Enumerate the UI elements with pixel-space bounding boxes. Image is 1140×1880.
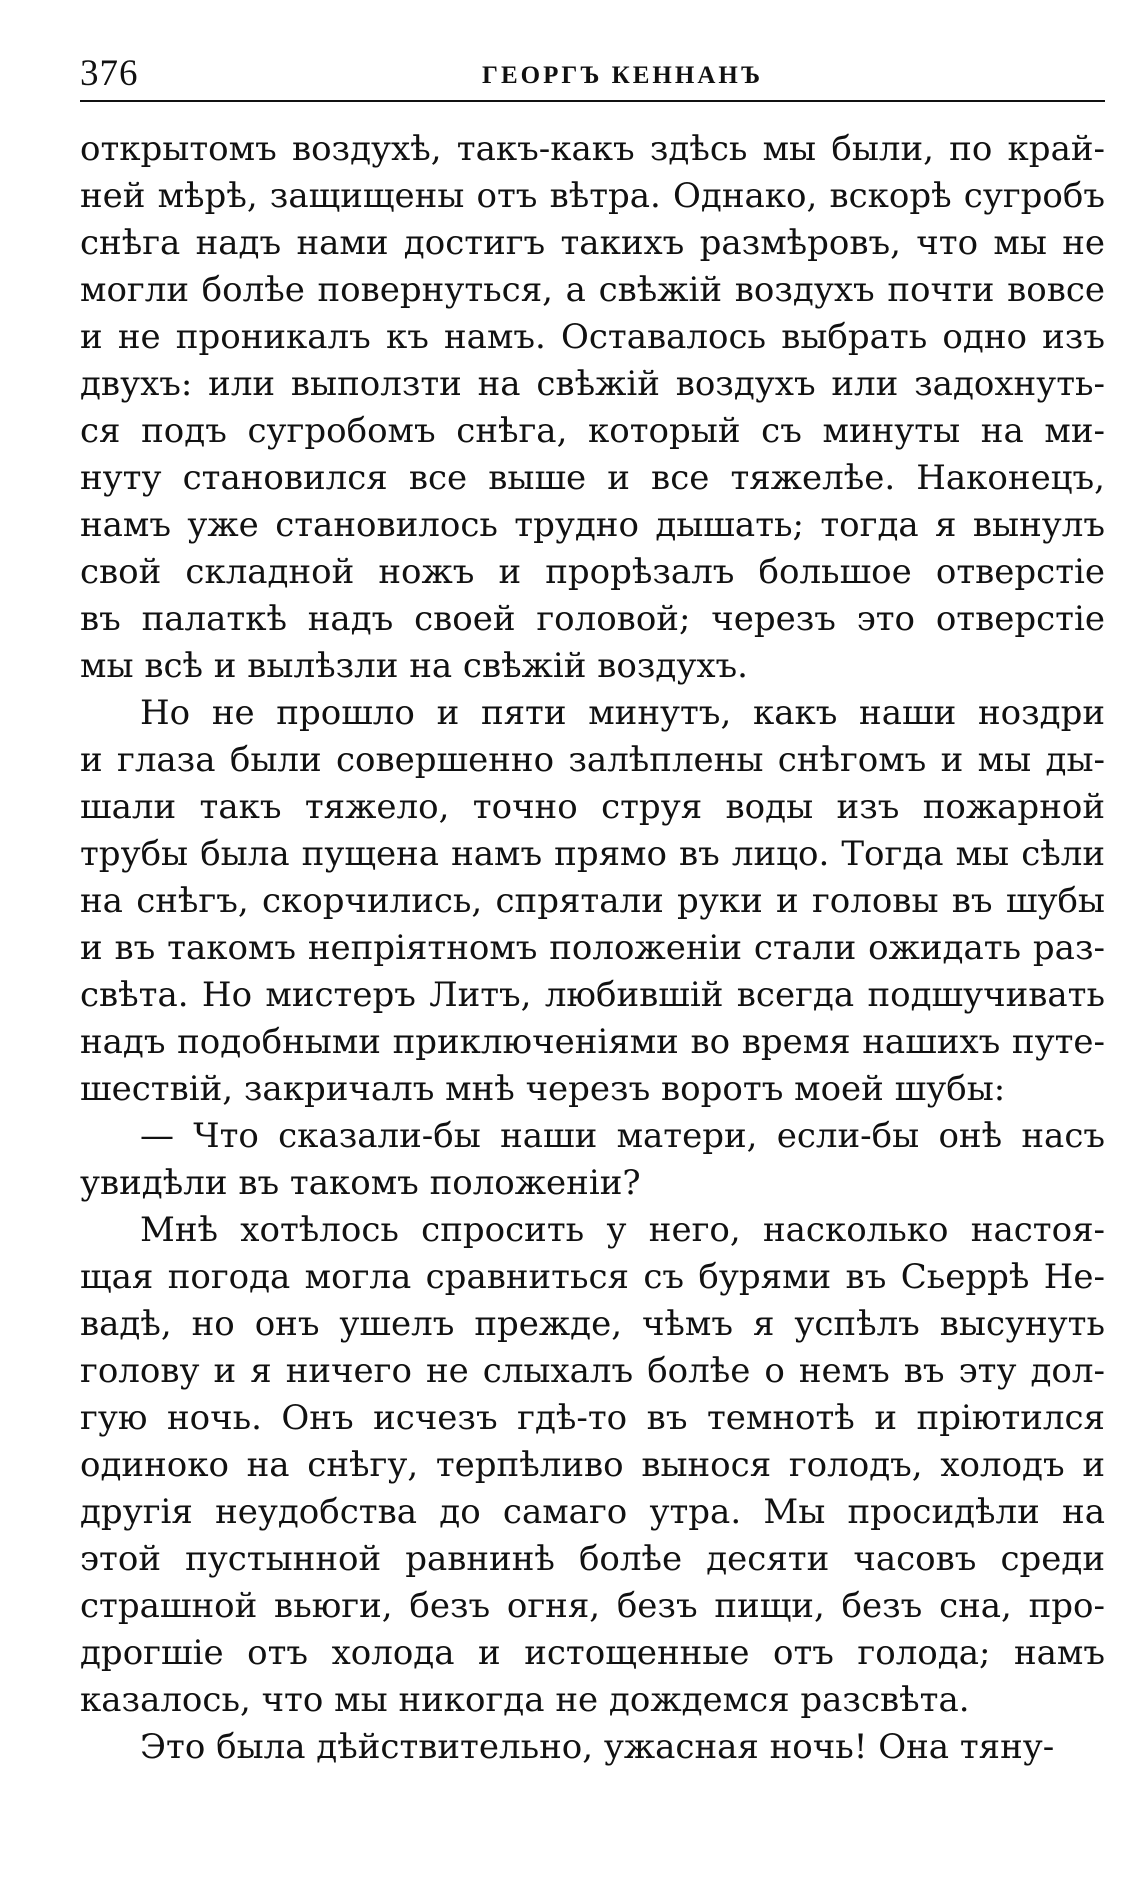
text-line: и не проникалъ къ намъ. Оставалось выбрать одно изъ [80,317,1105,357]
running-head [80,52,1105,102]
text-line: Мнѣ хотѣлось спросить у него, насколько настоя- [140,1210,1105,1250]
text-line: снѣга надъ нами достигъ такихъ размѣровъ, что мы не [80,223,1105,263]
text-line: увидѣли въ такомъ положеніи? [80,1163,641,1203]
text-line: Это была дѣйствительно, ужасная ночь! Она тяну- [140,1727,1055,1767]
paragraph [80,126,1105,690]
header-rule [80,100,1105,102]
text-line: другія неудобства до самаго утра. Мы просидѣли на [80,1492,1105,1532]
text-line: шали такъ тяжело, точно струя воды изъ пожарной [80,787,1105,827]
text-line: голову и я ничего не слыхалъ болѣе о немъ въ эту дол- [80,1351,1105,1391]
paragraph [80,1207,1105,1724]
text-line: Но не прошло и пяти минутъ, какъ наши ноздри [140,693,1105,733]
text-line: щая погода могла сравниться съ бурями въ Сьеррѣ Не- [80,1257,1105,1297]
text-line: могли болѣе повернуться, а свѣжій воздухъ почти вовсе [80,270,1105,310]
text-line: мы всѣ и вылѣзли на свѣжій воздухъ. [80,646,748,686]
text-line: гую ночь. Онъ исчезъ гдѣ-то въ темнотѣ и пріютился [80,1398,1105,1438]
text-line: и глаза были совершенно залѣплены снѣгомъ и мы ды- [80,740,1105,780]
text-line: ся подъ сугробомъ снѣга, который съ минуты на ми- [80,411,1105,451]
text-line: дрогшіе отъ холода и истощенные отъ голода; намъ [80,1633,1105,1673]
text-line: страшной вьюги, безъ огня, безъ пищи, безъ сна, про- [80,1586,1105,1626]
text-line: надъ подобными приключеніями во время нашихъ путе- [80,1022,1105,1062]
paragraph [80,1113,1105,1207]
text-line: и въ такомъ непріятномъ положеніи стали ожидать раз- [80,928,1105,968]
page-number: 376 [80,53,139,94]
text-line: нуту становился все выше и все тяжелѣе. Наконецъ, [80,458,1105,498]
text-line: одиноко на снѣгу, терпѣливо вынося голодъ, холодъ и [80,1445,1105,1485]
text-line: ней мѣрѣ, защищены отъ вѣтра. Однако, вскорѣ сугробъ [80,176,1105,216]
text-line: этой пустынной равнинѣ болѣе десяти часовъ среди [80,1539,1105,1579]
text-line: свѣта. Но мистеръ Литъ, любившій всегда подшучивать [80,975,1105,1015]
text-line: открытомъ воздухѣ, такъ-какъ здѣсь мы были, по край- [80,129,1105,169]
paragraph [80,1724,1105,1771]
text-line: намъ уже становилось трудно дышать; тогда я вынулъ [80,505,1105,545]
text-line: шествій, закричалъ мнѣ черезъ воротъ моей шубы: [80,1069,1006,1109]
body-text [80,126,1105,1771]
text-line: — Что сказали-бы наши матери, если-бы онѣ насъ [140,1116,1105,1156]
text-line: трубы была пущена намъ прямо въ лицо. Тогда мы сѣли [80,834,1105,874]
running-title: ГЕОРГЪ КЕННАНЪ [482,62,763,89]
text-line: казалось, что мы никогда не дождемся разсвѣта. [80,1680,970,1720]
text-line: свой складной ножъ и прорѣзалъ большое отверстіе [80,552,1105,592]
text-line: въ палаткѣ надъ своей головой; черезъ это отверстіе [80,599,1105,639]
text-line: на снѣгъ, скорчились, спрятали руки и головы въ шубы [80,881,1105,921]
text-line: вадѣ, но онъ ушелъ прежде, чѣмъ я успѣлъ высунуть [80,1304,1105,1344]
text-line: двухъ: или выползти на свѣжій воздухъ или задохнуть- [80,364,1105,404]
paragraph [80,690,1105,1113]
